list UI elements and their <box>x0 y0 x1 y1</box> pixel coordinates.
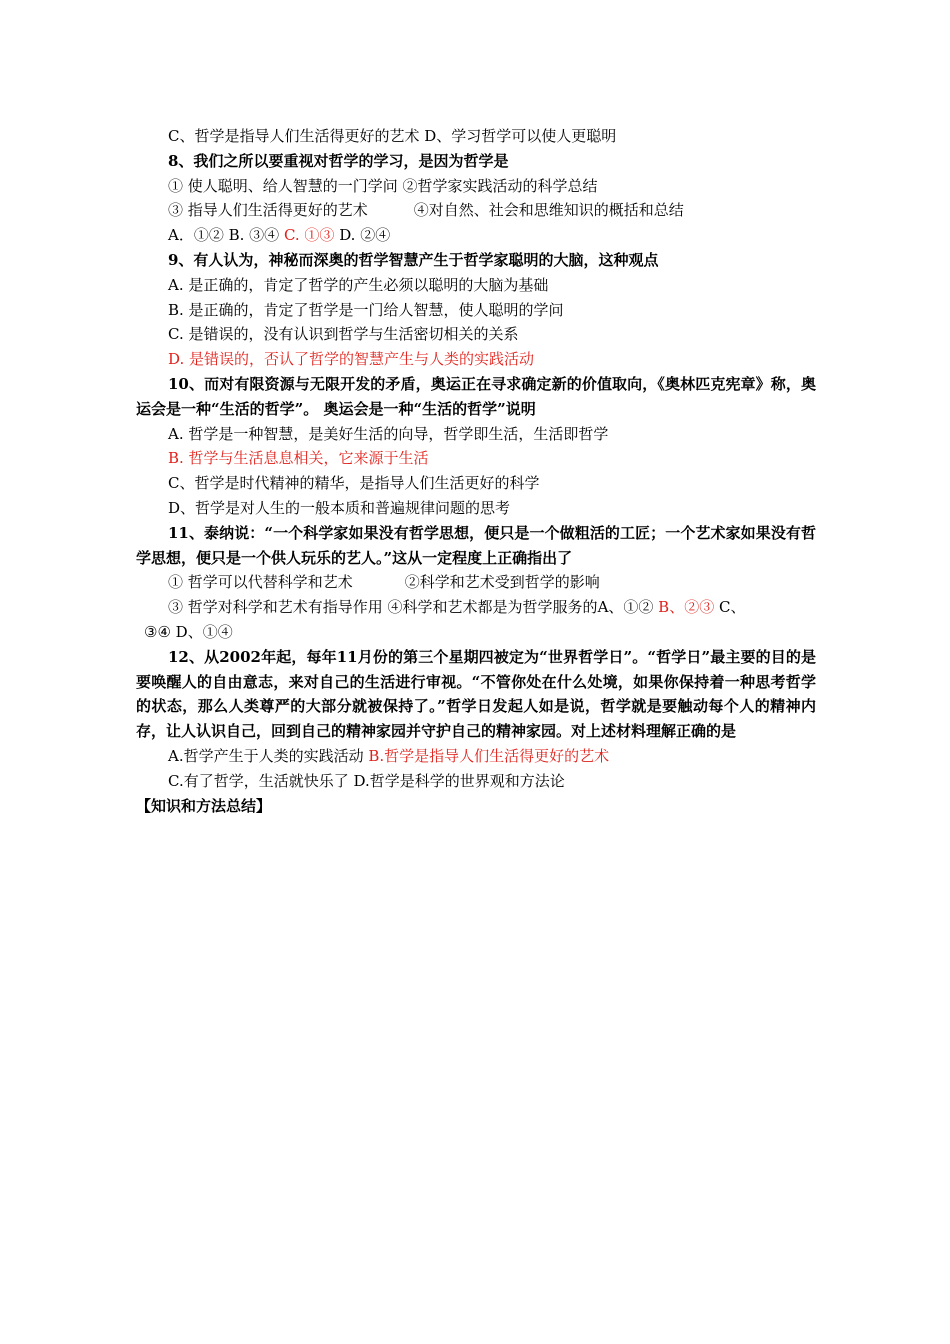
q11-option-1: ① 哲学可以代替科学和艺术 <box>168 573 353 592</box>
q8-options-12 <box>136 174 816 199</box>
q12-options-ab <box>136 744 816 769</box>
q8-option-2: ②哲学家实践活动的科学总结 <box>397 176 598 195</box>
q12-stem: 12、从2002年起，每年11月份的第三个星期四被定为“世界哲学日”。“哲学日”最主要的目的是要唤醒人的自由意志，来对自己的生活进行审视。“不管你处在什么处境，如果你保持着一种思考哲学的状态，那么人类尊严的大部分就被保持了。”哲学日发起人如是说，哲学就是要触动每个人的精神内存，让人认识自己，回到自己的精神家园并守护自己的精神家园。对上述材料理解正确的是 <box>136 647 816 741</box>
summary-heading: 【知识和方法总结】 <box>136 796 272 815</box>
q12-options-cd: C.有了哲学，生活就快乐了 D.哲学是科学的世界观和方法论 <box>168 771 565 790</box>
q9-option-d-answer: D. 是错误的，否认了哲学的智慧产生与人类的实践活动 <box>168 350 535 369</box>
q11-option-2: ②科学和艺术受到哲学的影响 <box>404 573 600 592</box>
q9-option-a: A. 是正确的，肯定了哲学的产生必须以聪明的大脑为基础 <box>168 275 549 294</box>
q8-choice-c-answer: C. ①③ <box>283 226 335 245</box>
q11-choices-cd: ③④ D、①④ <box>144 622 233 641</box>
q7-option-d: D、学习哲学可以使人更聪明 <box>419 127 617 145</box>
q11-options-12 <box>136 570 816 595</box>
q9-option-c: C. 是错误的，没有认识到哲学与生活密切相关的关系 <box>168 325 519 344</box>
q11-choice-b-answer: B、②③ <box>658 598 715 617</box>
q8-option-4: ④对自然、社会和思维知识的概括和总结 <box>413 201 684 220</box>
q8-option-3: ③ 指导人们生活得更好的艺术 <box>168 201 368 220</box>
q7-option-c: C、哲学是指导人们生活得更好的艺术 <box>168 127 420 145</box>
q8-stem: 8、我们之所以要重视对哲学的学习，是因为哲学是 <box>168 151 509 170</box>
q11-option-3: ③ 哲学对科学和艺术有指导作用 <box>168 598 383 617</box>
q11-stem: 11、泰纳说：“一个科学家如果没有哲学思想，便只是一个做粗活的工匠；一个艺术家如果没有哲学思想，便只是一个供人玩乐的艺人。”这从一定程度上正确指出了 <box>136 523 816 567</box>
q10-stem: 10、而对有限资源与无限开发的矛盾，奥运正在寻求确定新的价值取向，《奥林匹克宪章》称，奥运会是一种“生活的哲学”。 奥运会是一种“生活的哲学”说明 <box>136 374 816 418</box>
q10-option-a: A. 哲学是一种智慧，是美好生活的向导，哲学即生活，生活即哲学 <box>168 424 609 443</box>
q10-option-c: C、哲学是时代精神的精华，是指导人们生活更好的科学 <box>168 474 540 493</box>
q9-stem: 9、有人认为，神秘而深奥的哲学智慧产生于哲学家聪明的大脑，这种观点 <box>168 250 659 269</box>
q11-choice-c: C、 <box>714 598 746 617</box>
q12-option-b-answer: B.哲学是指导人们生活得更好的艺术 <box>363 746 610 765</box>
q11-options-34 <box>136 595 816 620</box>
q12-option-a: A.哲学产生于人类的实践活动 <box>168 746 364 765</box>
q8-options-34 <box>136 198 816 223</box>
q7-options-cd <box>136 124 816 149</box>
q9-option-b: B. 是正确的，肯定了哲学是一门给人智慧，使人聪明的学问 <box>168 300 564 319</box>
q8-choice-d: D. ②④ <box>334 226 391 245</box>
q10-option-b-answer: B. 哲学与生活息息相关，它来源于生活 <box>168 449 429 468</box>
q8-choice-ab: A．①② B. ③④ <box>168 226 284 245</box>
document-page <box>136 124 816 818</box>
q8-answers <box>136 223 816 248</box>
q11-option-4: ④科学和艺术都是为哲学服务的 <box>382 598 598 617</box>
q8-option-1: ① 使人聪明、给人智慧的一门学问 <box>168 176 398 195</box>
q11-choice-a: A、①② <box>597 598 659 617</box>
q10-option-d: D、哲学是对人生的一般本质和普遍规律问题的思考 <box>168 498 511 517</box>
